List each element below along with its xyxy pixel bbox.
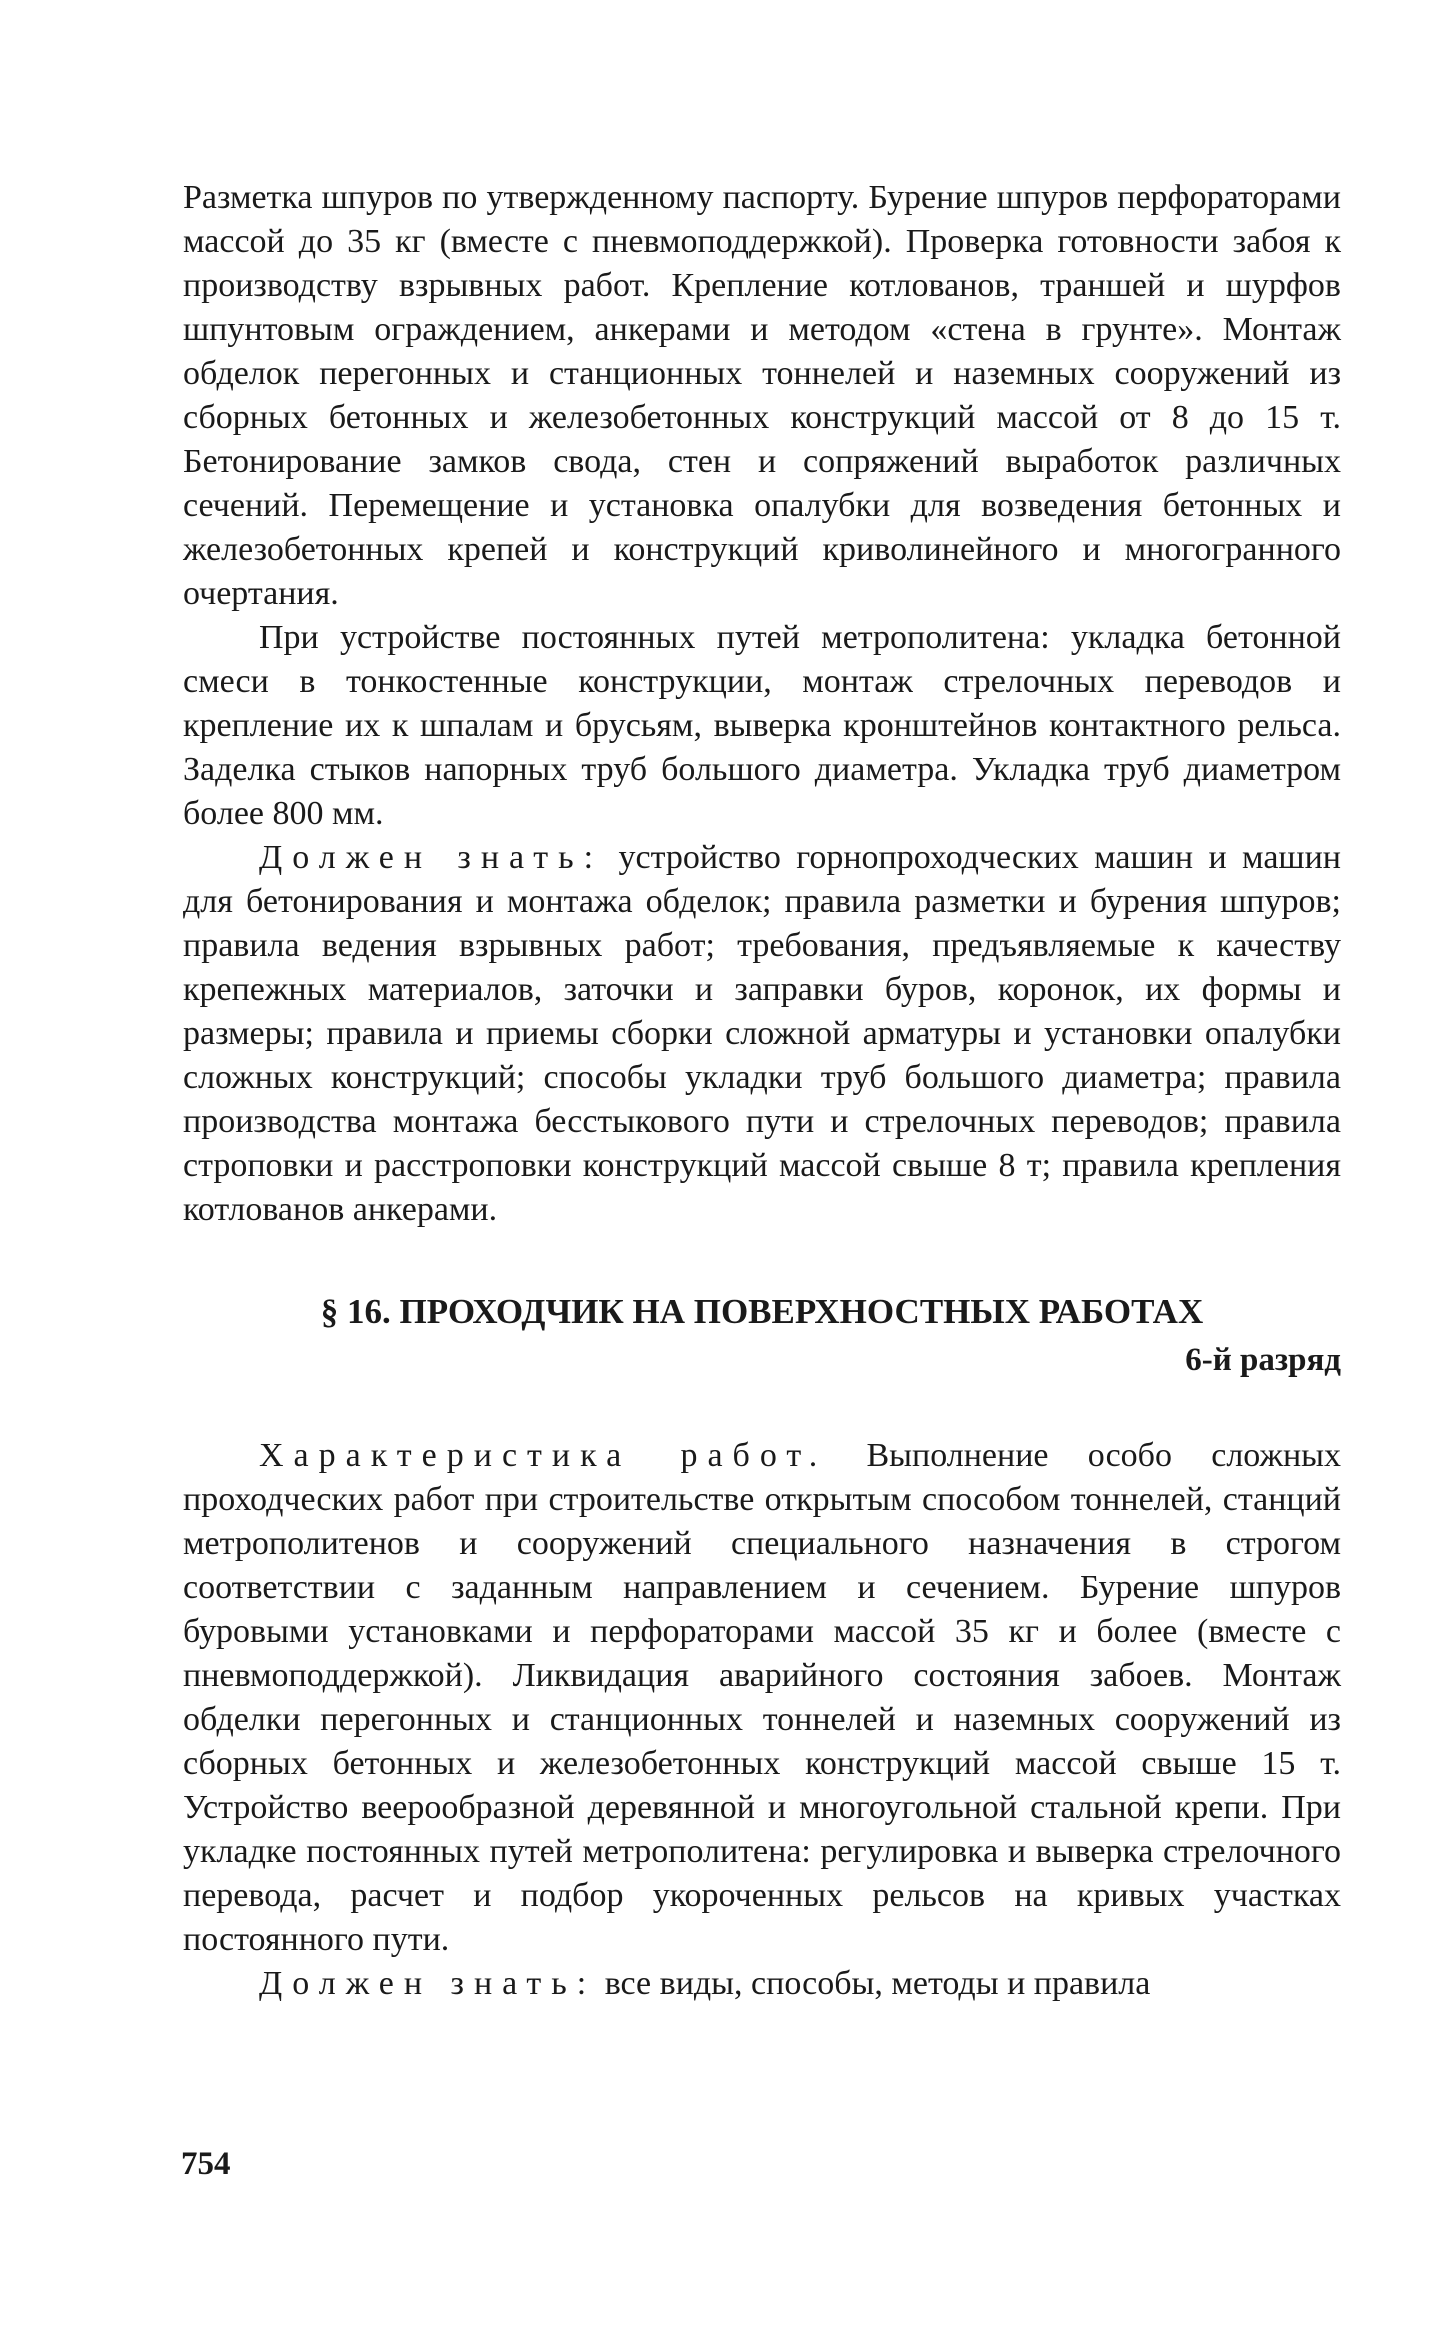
page-number: 754 [181,2146,231,2182]
paragraph-track-works: При устройстве постоянных путей метрополитена: укладка бетонной смеси в тонкостенные конструкции, монтаж стрелочных переводов и крепление их к шпалам и брусьям, выверка кронштейнов контактного рельса. Заделка стыков напорных труб большого диаметра. Укладка труб диаметром более 800 мм. [183,619,1341,832]
section-title: § 16. ПРОХОДЧИК НА ПОВЕРХНОСТНЫХ РАБОТАХ [320,1292,1204,1331]
characteristics-text: Выполнение особо сложных проходческих работ при строительстве открытым способом тоннелей, станций метрополитенов и сооружений специального назначения в строгом соответствии с заданным направлением и сечением. Бурение шпуров буровыми установками и перфораторами массой 35 кг и более (вместе с пневмоподдержкой). Ликвидация аварийного состояния забоев. Монтаж обделки перегонных и станционных тоннелей и наземных сооружений из сборных бетонных и железобетонных конструкций массой свыше 15 т. Устройство веерообразной деревянной и многоугольной стальной крепи. При укладке постоянных путей метрополитена: регулировка и выверка стрелочного перевода, расчет и подбор укороченных рельсов на кривых участках постоянного пути. [183,1437,1341,1958]
must-know-text: устройство горнопроходческих машин и машин для бетонирования и монтажа обделок; правила разметки и бурения шпуров; правила ведения взрывных работ; требования, предъявляемые к качеству крепежных материалов, заточки и заправки буров, коронок, их формы и размеры; правила и приемы сборки сложной арматуры и установки опалубки сложных конструкций; способы укладки труб большого диаметра; правила производства монтажа бесстыкового пути и стрелочных переводов; правила строповки и расстроповки конструкций массой свыше 8 т; правила крепления котлованов анкерами. [183,839,1341,1228]
section-grade: 6-й разряд [1185,1342,1341,1378]
characteristics-lead: Характеристика работ. [259,1437,828,1474]
paragraph-work-characteristics [183,1434,1341,1962]
paragraph-work-description: Разметка шпуров по утвержденному паспорту. Бурение шпуров перфораторами массой до 35 кг (вместе с пневмоподдержкой). Проверка готовности забоя к производству взрывных работ. Крепление котлованов, траншей и шурфов шпунтовым ограждением, анкерами и методом «стена в грунте». Монтаж обделок перегонных и станционных тоннелей и наземных сооружений из сборных бетонных и железобетонных конструкций массой от 8 до 15 т. Бетонирование замков свода, стен и сопряжений выработок различных сечений. Перемещение и установка опалубки для возведения бетонных и железобетонных крепей и конструкций криволинейного и многогранного очертания. [183,179,1341,612]
paragraph-must-know-2 [183,1962,1341,2006]
paragraph-must-know [183,836,1341,1232]
must-know-lead: Должен знать: [259,839,604,876]
must-know-text-2: все виды, способы, методы и правила [596,1965,1151,2002]
must-know-lead-2: Должен знать: [259,1965,597,2002]
page-content [183,176,1341,2006]
